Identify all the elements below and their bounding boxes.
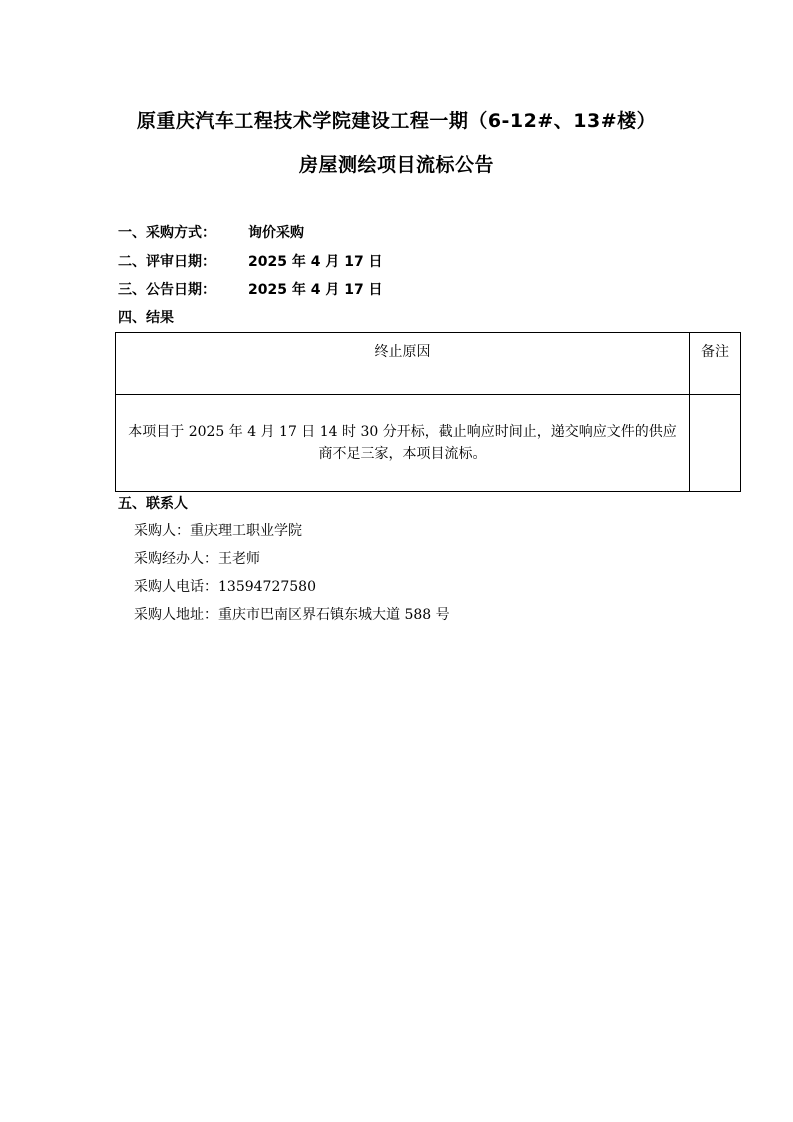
procurement-method-label: 一、采购方式： (118, 225, 216, 241)
procurement-method-value: 询价采购 (248, 225, 304, 241)
contact-phone: 采购人电话：13594727580 (134, 579, 316, 595)
termination-reason-header: 终止原因 (116, 333, 690, 395)
announcement-date-field (118, 279, 383, 299)
review-date-label: 二、评审日期： (118, 254, 216, 270)
procurement-method-field (118, 222, 304, 242)
result-table (115, 332, 741, 492)
review-date-field (118, 251, 383, 271)
contact-handler: 采购经办人：王老师 (134, 551, 260, 567)
contacts-heading: 五、联系人 (118, 496, 188, 512)
note-header: 备注 (690, 333, 741, 395)
contact-purchaser: 采购人：重庆理工职业学院 (134, 523, 302, 539)
document-subtitle: 房屋测绘项目流标公告 (298, 154, 494, 176)
announcement-date-label: 三、公告日期： (118, 282, 216, 298)
contact-address: 采购人地址：重庆市巴南区界石镇东城大道 588 号 (134, 607, 450, 623)
review-date-value: 2025 年 4 月 17 日 (248, 254, 383, 270)
document-title: 原重庆汽车工程技术学院建设工程一期（6-12#、13#楼） (136, 110, 657, 132)
table-row (116, 395, 741, 492)
result-heading: 四、结果 (118, 310, 174, 326)
table-header-row (116, 333, 741, 395)
announcement-date-value: 2025 年 4 月 17 日 (248, 282, 383, 298)
note-cell (690, 395, 741, 492)
termination-reason-cell: 本项目于 2025 年 4 月 17 日 14 时 30 分开标，截止响应时间止，递交响应文件的供应商不足三家，本项目流标。 (116, 395, 690, 492)
